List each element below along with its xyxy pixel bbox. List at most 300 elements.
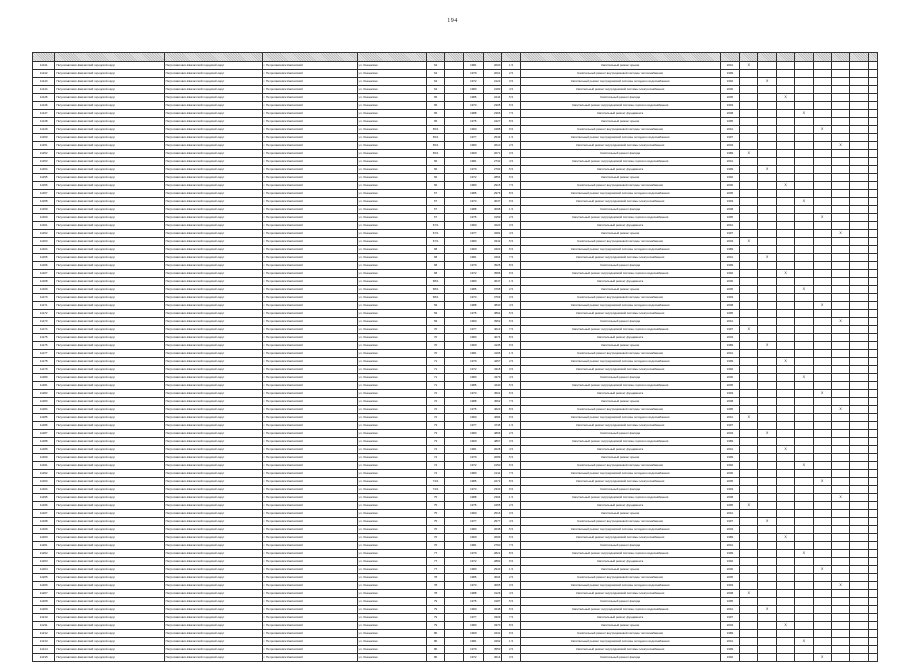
cell-flag: X [813,654,831,662]
cell-flag: X [795,110,813,118]
cell-building [445,382,463,390]
cell-year-built: 1983 [463,526,483,534]
cell-no: 11144 [33,86,55,94]
cell-house: 79 [426,622,444,630]
cell-region: Петропавловск-Камчатский городской округ [55,198,164,206]
cell-building [445,630,463,638]
cell-city: г. Петропавловск-Камчатский [262,398,357,406]
cell-flag [831,622,849,630]
cell-flag: X [795,462,813,470]
cell-empty [868,286,877,294]
cell-flag [813,430,831,438]
cell-flag [795,262,813,270]
cell-work-kind: Капитальный ремонт внутридомовой системы теплоснабжения [520,126,720,134]
cell-year-built: 1979 [463,262,483,270]
cell-floors: 4.5 [502,230,520,238]
cell-area: 2821 [484,550,502,558]
cell-year-built: 1979 [463,358,483,366]
cell-empty [850,62,868,70]
cell-flag: X [776,270,794,278]
cell-no: 11158 [33,198,55,206]
cell-region: Петропавловск-Камчатский городской округ [55,86,164,94]
cell-house: 67 [426,206,444,214]
cell-region: Петропавловск-Камчатский городской округ [55,430,164,438]
cell-floors: 3.5 [502,222,520,230]
cell-flag [831,342,849,350]
cell-flag [740,246,758,254]
cell-city: г. Петропавловск-Камчатский [262,614,357,622]
cell-area: 2244 [484,94,502,102]
cell-flag [740,638,758,646]
table-row [33,302,878,310]
cell-city: г. Петропавловск-Камчатский [262,358,357,366]
cell-empty [850,374,868,382]
cell-flag [795,94,813,102]
cell-municipality: Петропавловск-Камчатский городской округ [164,574,262,582]
cell-floors: 1.5 [502,494,520,502]
cell-flag [776,118,794,126]
cell-building [445,502,463,510]
cell-no: 11171 [33,302,55,310]
cell-city: г. Петропавловск-Камчатский [262,558,357,566]
cell-floors: 5.5 [502,94,520,102]
cell-street: ул. Океанская [357,78,426,86]
cell-work-kind: Капитальный ремонт внутридомовой системы холодного водоснабжения [520,302,720,310]
cell-floors: 6.5 [502,102,520,110]
cell-street: ул. Океанская [357,94,426,102]
cell-flag: X [813,126,831,134]
cell-flag [795,414,813,422]
cell-flag [758,86,776,94]
cell-building [445,622,463,630]
cell-flag [758,278,776,286]
cell-no: 11156 [33,182,55,190]
cell-flag [776,510,794,518]
cell-empty [850,646,868,654]
cell-work-kind: Капитальный ремонт фасада [520,94,720,102]
cell-flag [758,326,776,334]
cell-flag [758,62,776,70]
cell-flag [813,454,831,462]
cell-floors: 4.5 [502,518,520,526]
cell-area: 3708 [484,286,502,294]
table-row [33,438,878,446]
cell-flag: X [831,142,849,150]
cell-flag: X [795,638,813,646]
cell-flag [758,126,776,134]
cell-flag [740,614,758,622]
cell-empty [868,406,877,414]
cell-flag [758,94,776,102]
cell-empty [868,494,877,502]
cell-empty [850,422,868,430]
cell-work-kind: Капитальный ремонт фасада [520,542,720,550]
cell-floors: 9.5 [502,630,520,638]
cell-flag [795,614,813,622]
cell-floors: 1.5 [502,350,520,358]
cell-area: 3586 [484,270,502,278]
cell-region: Петропавловск-Камчатский городской округ [55,214,164,222]
cell-flag [813,542,831,550]
table-row [33,534,878,542]
cell-flag: X [831,582,849,590]
cell-empty [868,262,877,270]
cell-region: Петропавловск-Камчатский городской округ [55,254,164,262]
cell-flag [776,70,794,78]
cell-area: 3492 [484,638,502,646]
cell-city: г. Петропавловск-Камчатский [262,62,357,70]
cell-house: 70 [426,350,444,358]
table-header-cell [33,53,55,62]
cell-flag [758,414,776,422]
cell-empty [850,358,868,366]
cell-street: ул. Океанская [357,326,426,334]
cell-municipality: Петропавловск-Камчатский городской округ [164,222,262,230]
cell-floors: 1.5 [502,638,520,646]
cell-flag [813,78,831,86]
cell-street: ул. Океанская [357,222,426,230]
cell-area: 4257 [484,358,502,366]
cell-flag [795,606,813,614]
cell-flag [740,126,758,134]
cell-building [445,222,463,230]
cell-work-kind: Капитальный ремонт крыши [520,622,720,630]
cell-house: 65 [426,94,444,102]
cell-flag [813,334,831,342]
cell-street: ул. Океанская [357,446,426,454]
cell-municipality: Петропавловск-Камчатский городской округ [164,350,262,358]
cell-plan-year: 2010 [720,126,739,134]
cell-area: 3464 [484,254,502,262]
cell-flag [758,214,776,222]
cell-plan-year: 2005 [720,190,739,198]
cell-flag [776,526,794,534]
cell-flag [740,166,758,174]
cell-floors: 6.5 [502,246,520,254]
cell-plan-year: 2005 [720,574,739,582]
cell-flag [740,342,758,350]
cell-street: ул. Океанская [357,238,426,246]
cell-year-built: 1969 [463,150,483,158]
cell-no: 11162 [33,230,55,238]
cell-work-kind: Капитальный ремонт внутридомовой системы электроснабжения [520,254,720,262]
cell-municipality: Петропавловск-Камчатский городской округ [164,246,262,254]
cell-city: г. Петропавловск-Камчатский [262,462,357,470]
cell-work-kind: Капитальный ремонт внутридомовой системы горячего водоснабжения [520,102,720,110]
cell-flag [758,510,776,518]
cell-flag [795,590,813,598]
cell-house: 72 [426,390,444,398]
cell-floors: 7.5 [502,398,520,406]
cell-street: ул. Океанская [357,566,426,574]
cell-floors: 4.5 [502,374,520,382]
cell-empty [850,78,868,86]
cell-city: г. Петропавловск-Камчатский [262,414,357,422]
cell-plan-year: 2000 [720,86,739,94]
table-row [33,294,878,302]
cell-building [445,262,463,270]
cell-year-built: 1980 [463,374,483,382]
cell-floors: 2.5 [502,214,520,222]
cell-city: г. Петропавловск-Камчатский [262,94,357,102]
cell-work-kind: Капитальный ремонт фундамента [520,222,720,230]
cell-flag [758,134,776,142]
cell-empty [868,542,877,550]
document-sheet [32,52,878,662]
cell-municipality: Петропавловск-Камчатский городской округ [164,542,262,550]
cell-empty [868,398,877,406]
cell-flag [776,390,794,398]
cell-no: 11207 [33,590,55,598]
cell-area: 3891 [484,310,502,318]
cell-no: 11159 [33,206,55,214]
cell-building [445,478,463,486]
cell-street: ул. Океанская [357,86,426,94]
cell-house: 75 [426,510,444,518]
cell-city: г. Петропавловск-Камчатский [262,382,357,390]
cell-region: Петропавловск-Камчатский городской округ [55,558,164,566]
cell-floors: 6.5 [502,534,520,542]
cell-work-kind: Капитальный ремонт внутридомовой системы холодного водоснабжения [520,470,720,478]
cell-flag [831,326,849,334]
table-header-cell [850,53,868,62]
cell-plan-year: 2005 [720,286,739,294]
cell-no: 11181 [33,382,55,390]
cell-flag: X [831,230,849,238]
cell-empty [868,94,877,102]
cell-flag: X [740,414,758,422]
cell-empty [868,254,877,262]
cell-plan-year: 2008 [720,110,739,118]
cell-flag [740,206,758,214]
cell-flag [776,542,794,550]
cell-flag [831,150,849,158]
cell-area: 3431 [484,630,502,638]
cell-no: 11178 [33,358,55,366]
cell-area: 4135 [484,342,502,350]
cell-work-kind: Капитальный ремонт внутридомовой системы электроснабжения [520,142,720,150]
table-row [33,518,878,526]
cell-empty [868,430,877,438]
cell-street: ул. Океанская [357,150,426,158]
cell-flag [758,294,776,302]
cell-floors: 6.5 [502,318,520,326]
cell-house: 67 [426,198,444,206]
cell-floors: 2.5 [502,430,520,438]
cell-flag [776,590,794,598]
cell-building [445,86,463,94]
cell-city: г. Петропавловск-Камчатский [262,534,357,542]
cell-floors: 4.5 [502,158,520,166]
cell-flag [831,566,849,574]
cell-building [445,486,463,494]
cell-work-kind: Капитальный ремонт фундамента [520,446,720,454]
cell-house: 74 [426,462,444,470]
cell-flag [758,118,776,126]
cell-flag [740,102,758,110]
table-row [33,214,878,222]
cell-flag [813,318,831,326]
cell-house: 68/1 [426,278,444,286]
cell-street: ул. Океанская [357,126,426,134]
cell-region: Петропавловск-Камчатский городской округ [55,150,164,158]
cell-region: Петропавловск-Камчатский городской округ [55,278,164,286]
cell-no: 11145 [33,94,55,102]
table-row [33,582,878,590]
cell-work-kind: Капитальный ремонт внутридомовой системы теплоснабжения [520,406,720,414]
cell-city: г. Петропавловск-Камчатский [262,422,357,430]
cell-house: 76 [426,526,444,534]
cell-building [445,606,463,614]
cell-no: 11170 [33,294,55,302]
cell-house: 80 [426,646,444,654]
cell-flag [795,158,813,166]
table-header-cell [795,53,813,62]
cell-flag [758,382,776,390]
cell-flag [813,342,831,350]
cell-work-kind: Капитальный ремонт фасада [520,262,720,270]
cell-empty [868,478,877,486]
cell-city: г. Петропавловск-Камчатский [262,486,357,494]
cell-area: 2516 [484,510,502,518]
cell-street: ул. Океанская [357,110,426,118]
cell-municipality: Петропавловск-Камчатский городской округ [164,510,262,518]
cell-plan-year: 2003 [720,142,739,150]
cell-city: г. Петропавловск-Камчатский [262,134,357,142]
cell-empty [850,70,868,78]
cell-empty [868,358,877,366]
cell-city: г. Петропавловск-Камчатский [262,102,357,110]
table-header-cell [164,53,262,62]
table-row [33,254,878,262]
cell-area: 2732 [484,158,502,166]
cell-flag: X [795,374,813,382]
cell-flag: X [758,342,776,350]
cell-floors: 1.5 [502,62,520,70]
cell-year-built: 1977 [463,230,483,238]
cell-empty [868,270,877,278]
cell-no: 11215 [33,654,55,662]
cell-flag [831,182,849,190]
cell-flag: X [740,326,758,334]
cell-flag: X [740,62,758,70]
cell-flag [758,654,776,662]
cell-street: ул. Океанская [357,654,426,662]
table-row [33,246,878,254]
cell-flag [795,70,813,78]
cell-region: Петропавловск-Камчатский городской округ [55,590,164,598]
cell-city: г. Петропавловск-Камчатский [262,454,357,462]
cell-street: ул. Океанская [357,270,426,278]
cell-house: 77 [426,566,444,574]
cell-work-kind: Капитальный ремонт фасада [520,486,720,494]
cell-area: 3370 [484,622,502,630]
cell-flag [813,310,831,318]
cell-no: 11155 [33,174,55,182]
cell-city: г. Петропавловск-Камчатский [262,286,357,294]
cell-area: 3281 [484,230,502,238]
cell-flag [776,438,794,446]
cell-flag [776,198,794,206]
cell-municipality: Петропавловск-Камчатский городской округ [164,422,262,430]
cell-flag [813,606,831,614]
cell-year-built: 1975 [463,406,483,414]
table-header-cell [758,53,776,62]
cell-flag [776,286,794,294]
cell-flag [795,366,813,374]
cell-flag [758,398,776,406]
cell-flag [758,262,776,270]
cell-city: г. Петропавловск-Камчатский [262,246,357,254]
cell-work-kind: Капитальный ремонт внутридомовой системы холодного водоснабжения [520,526,720,534]
cell-flag [831,62,849,70]
cell-empty [868,238,877,246]
cell-no: 11183 [33,398,55,406]
cell-flag [795,302,813,310]
cell-flag [813,110,831,118]
cell-flag [795,654,813,662]
cell-flag [758,486,776,494]
cell-flag [795,118,813,126]
cell-region: Петропавловск-Камчатский городской округ [55,582,164,590]
cell-building [445,182,463,190]
cell-flag [795,86,813,94]
cell-flag [831,574,849,582]
table-row [33,614,878,622]
cell-year-built: 1981 [463,542,483,550]
cell-empty [850,262,868,270]
table-header-cell [426,53,444,62]
cell-empty [850,254,868,262]
cell-flag [795,318,813,326]
cell-flag [831,542,849,550]
cell-year-built: 1980 [463,182,483,190]
cell-year-built: 1969 [463,630,483,638]
cell-no: 11166 [33,262,55,270]
cell-flag [758,110,776,118]
cell-flag [813,118,831,126]
cell-no: 11192 [33,470,55,478]
table-header-cell [502,53,520,62]
cell-flag [795,342,813,350]
cell-floors: 9.5 [502,414,520,422]
table-row [33,62,878,70]
cell-flag [740,510,758,518]
cell-work-kind: Капитальный ремонт внутридомовой системы горячего водоснабжения [520,158,720,166]
table-header-cell [831,53,849,62]
cell-flag [831,590,849,598]
cell-building [445,430,463,438]
cell-empty [868,526,877,534]
cell-flag [758,150,776,158]
cell-flag [776,230,794,238]
cell-year-built: 1981 [463,446,483,454]
cell-plan-year: 2003 [720,430,739,438]
cell-plan-year: 1997 [720,614,739,622]
cell-flag [776,646,794,654]
cell-empty [868,230,877,238]
cell-building [445,102,463,110]
cell-work-kind: Капитальный ремонт внутридомовой системы холодного водоснабжения [520,358,720,366]
cell-area: 3553 [484,646,502,654]
cell-work-kind: Капитальный ремонт крыши [520,454,720,462]
cell-flag [776,166,794,174]
cell-flag [758,462,776,470]
cell-street: ул. Океанская [357,430,426,438]
cell-municipality: Петропавловск-Камчатский городской округ [164,590,262,598]
cell-work-kind: Капитальный ремонт крыши [520,566,720,574]
cell-flag [740,374,758,382]
